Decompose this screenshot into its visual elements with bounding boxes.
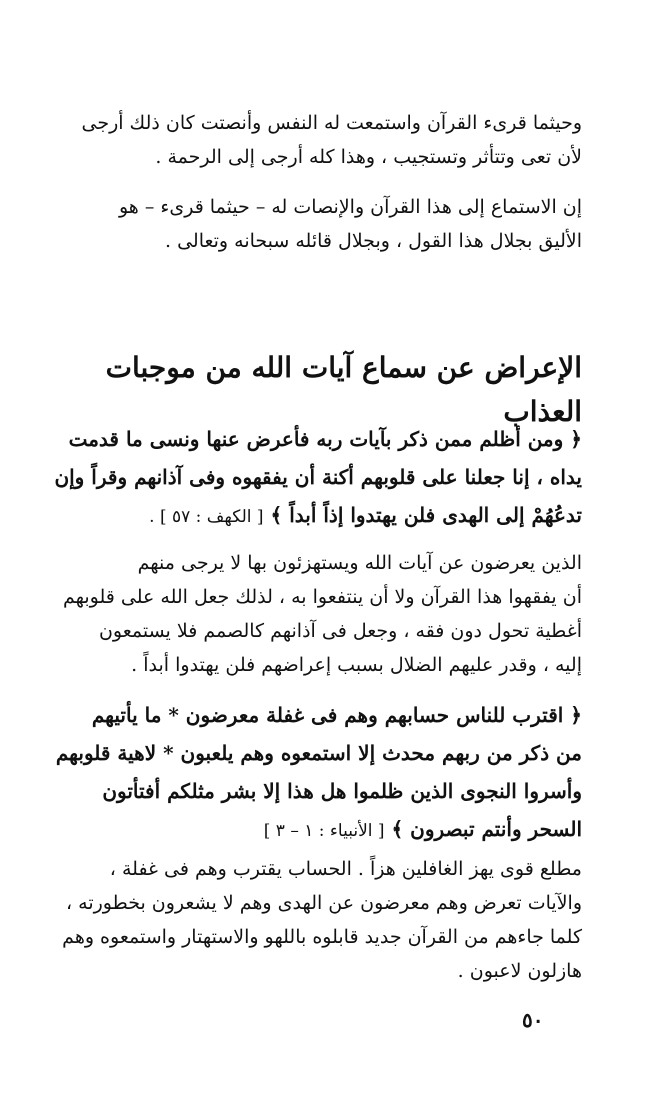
- text-line: الأليق بجلال هذا القول ، وبجلال قائله سبحانه وتعالى .: [164, 230, 582, 252]
- text-line: إليه ، وقدر عليهم الضلال بسبب إعراضهم فلن يهتدوا أبداً .: [131, 654, 582, 676]
- verse-reference: [ الأنبياء : ١ – ٣ ]: [263, 821, 385, 841]
- paragraph-heedless-warning: [46, 852, 582, 988]
- paragraph-listening-majesty: [46, 190, 582, 258]
- verse-line: [46, 810, 582, 850]
- text-line: إن الاستماع إلى هذا القرآن والإنصات له – حيثما قرىء – هو: [118, 196, 582, 218]
- verse-reference: [ الكهف : ٥٧ ] .: [149, 507, 264, 527]
- section-heading: الإعراض عن سماع آيات الله من موجبات العذاب: [105, 351, 582, 428]
- verse-line: من ذكر من ربهم محدث إلا استمعوه وهم يلعبون * لاهية قلوبهم: [55, 741, 582, 765]
- text-line: مطلع قوى يهز الغافلين هزاً . الحساب يقترب وهم فى غفلة ،: [109, 858, 582, 880]
- verse-line: وأسروا النجوى الذين ظلموا هل هذا إلا بشر مثلكم أفتأتون: [102, 779, 582, 803]
- text-line: الذين يعرضون عن آيات الله ويستهزئون بها لا يرجى منهم: [137, 552, 582, 574]
- paragraph-recitation-mercy: [46, 106, 582, 174]
- text-line: كلما جاءهم من القرآن جديد قابلوه باللهو والاستهتار واستمعوه وهم: [62, 926, 582, 948]
- verse-line: [46, 496, 582, 536]
- text-line: لأن تعى وتتأثر وتستجيب ، وهذا كله أرجى إلى الرحمة .: [155, 146, 582, 168]
- verse-line: ﴿ ومن أظلم ممن ذكر بآيات ربه فأعرض عنها ونسى ما قدمت: [68, 427, 582, 451]
- quran-verse-al-kahf: [46, 420, 582, 536]
- page-number: ٥٠: [522, 1008, 544, 1032]
- quran-verse-al-anbiya: [46, 696, 582, 850]
- text-line: أغطية تحول دون فقه ، وجعل فى آذانهم كالصمم فلا يستمعون: [98, 620, 582, 642]
- text-line: وحيثما قرىء القرآن واستمعت له النفس وأنصتت كان ذلك أرجى: [81, 112, 582, 134]
- verse-line: ﴿ اقترب للناس حسابهم وهم فى غفلة معرضون * ما يأتيهم: [91, 703, 582, 727]
- text-line: أن يفقهوا هذا القرآن ولا أن ينتفعوا به ، لذلك جعل الله على قلوبهم: [62, 586, 582, 608]
- verse-line: يداه ، إنا جعلنا على قلوبهم أكنة أن يفقهوه وفى آذانهم وقراً وإن: [54, 465, 582, 489]
- text-line: والآيات تعرض وهم معرضون عن الهدى وهم لا يشعرون بخطورته ،: [65, 892, 582, 914]
- paragraph-those-who-turn-away: [46, 546, 582, 682]
- verse-text: السحر وأنتم تبصرون ﴾: [391, 817, 582, 841]
- text-line: هازلون لاعبون .: [457, 960, 582, 982]
- verse-text: تدعُهُمْ إلى الهدى فلن يهتدوا إذاً أبداً ﴾: [270, 503, 582, 527]
